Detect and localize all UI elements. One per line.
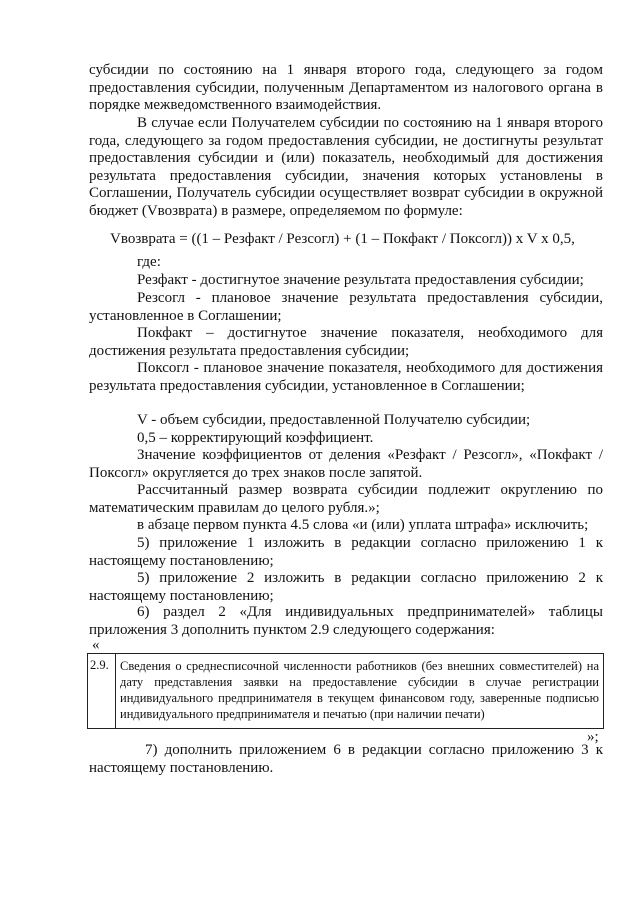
- definition-v: V - объем субсидии, предоставленной Получателю субсидии;: [137, 412, 531, 428]
- definition-rezsogl: Резсогл - плановое значение результата предоставления субсидии, установленное в Соглашении;: [89, 290, 603, 324]
- definition-poksogl: Поксогл - плановое значение показателя, необходимого для достижения результата предоставления субсидии, установленное в Соглашении;: [89, 360, 603, 394]
- insert-table: [87, 653, 604, 729]
- where-label: где:: [137, 254, 161, 270]
- closing-quote: »;: [587, 729, 599, 745]
- paragraph-item-5-appendix-1: 5) приложение 1 изложить в редакции согласно приложению 1 к настоящему постановлению;: [89, 535, 603, 569]
- paragraph-item-7: 7) дополнить приложением 6 в редакции согласно приложению 3 к настоящему постановлению.: [89, 742, 603, 776]
- paragraph-item-6: 6) раздел 2 «Для индивидуальных предпринимателей» таблицы приложения 3 дополнить пунктом 2.9 следующего содержания:: [89, 604, 603, 638]
- row-description: Сведения о среднесписочной численности работников (без внешних совместителей) на дату представления заявки на предоставление субсидии в случае регистрации индивидуального предпринимателя в текущем финансовом году, заверенные подписью индивидуального предпринимателя и печатью (при наличии печати): [116, 654, 604, 729]
- row-number: 2.9.: [88, 654, 116, 729]
- paragraph-subsidy-state: субсидии по состоянию на 1 января второго года, следующего за годом предоставления субсидии, полученным Департаментом из налогового органа в порядке межведомственного взаимодействия.: [89, 62, 603, 113]
- refund-formula: Vвозврата = ((1 – Резфакт / Резсогл) + (1 – Покфакт / Поксогл)) x V x 0,5,: [110, 231, 575, 247]
- paragraph-rounding-refund: Рассчитанный размер возврата субсидии подлежит округлению по математическим правилам до целого рубля.»;: [89, 482, 603, 516]
- definition-rezfakt: Резфакт - достигнутое значение результата предоставления субсидии;: [137, 272, 584, 288]
- definition-coefficient: 0,5 – корректирующий коэффициент.: [137, 430, 374, 446]
- definition-pokfakt: Покфакт – достигнутое значение показателя, необходимого для достижения результата предоставления субсидии;: [89, 325, 603, 359]
- paragraph-refund-case: В случае если Получателем субсидии по состоянию на 1 января второго года, следующего за годом предоставления субсидии, не достигнуты результат предоставления субсидии и (или) показатель, необходимый для достижения результата предоставления субсидии, значения которых установлены в Соглашении, Получатель субсидии осуществляет возврат субсидии в окружной бюджет (Vвозврата) в размере, определяемом по формуле:: [89, 115, 603, 219]
- opening-quote: «: [92, 637, 100, 653]
- paragraph-clause-4-5: в абзаце первом пункта 4.5 слова «и (или) уплата штрафа» исключить;: [137, 517, 589, 533]
- paragraph-item-5-appendix-2: 5) приложение 2 изложить в редакции согласно приложению 2 к настоящему постановлению;: [89, 570, 603, 604]
- paragraph-rounding-coefficients: Значение коэффициентов от деления «Резфакт / Резсогл», «Покфакт / Поксогл» округляется до трех знаков после запятой.: [89, 447, 603, 481]
- table-row: [88, 654, 604, 729]
